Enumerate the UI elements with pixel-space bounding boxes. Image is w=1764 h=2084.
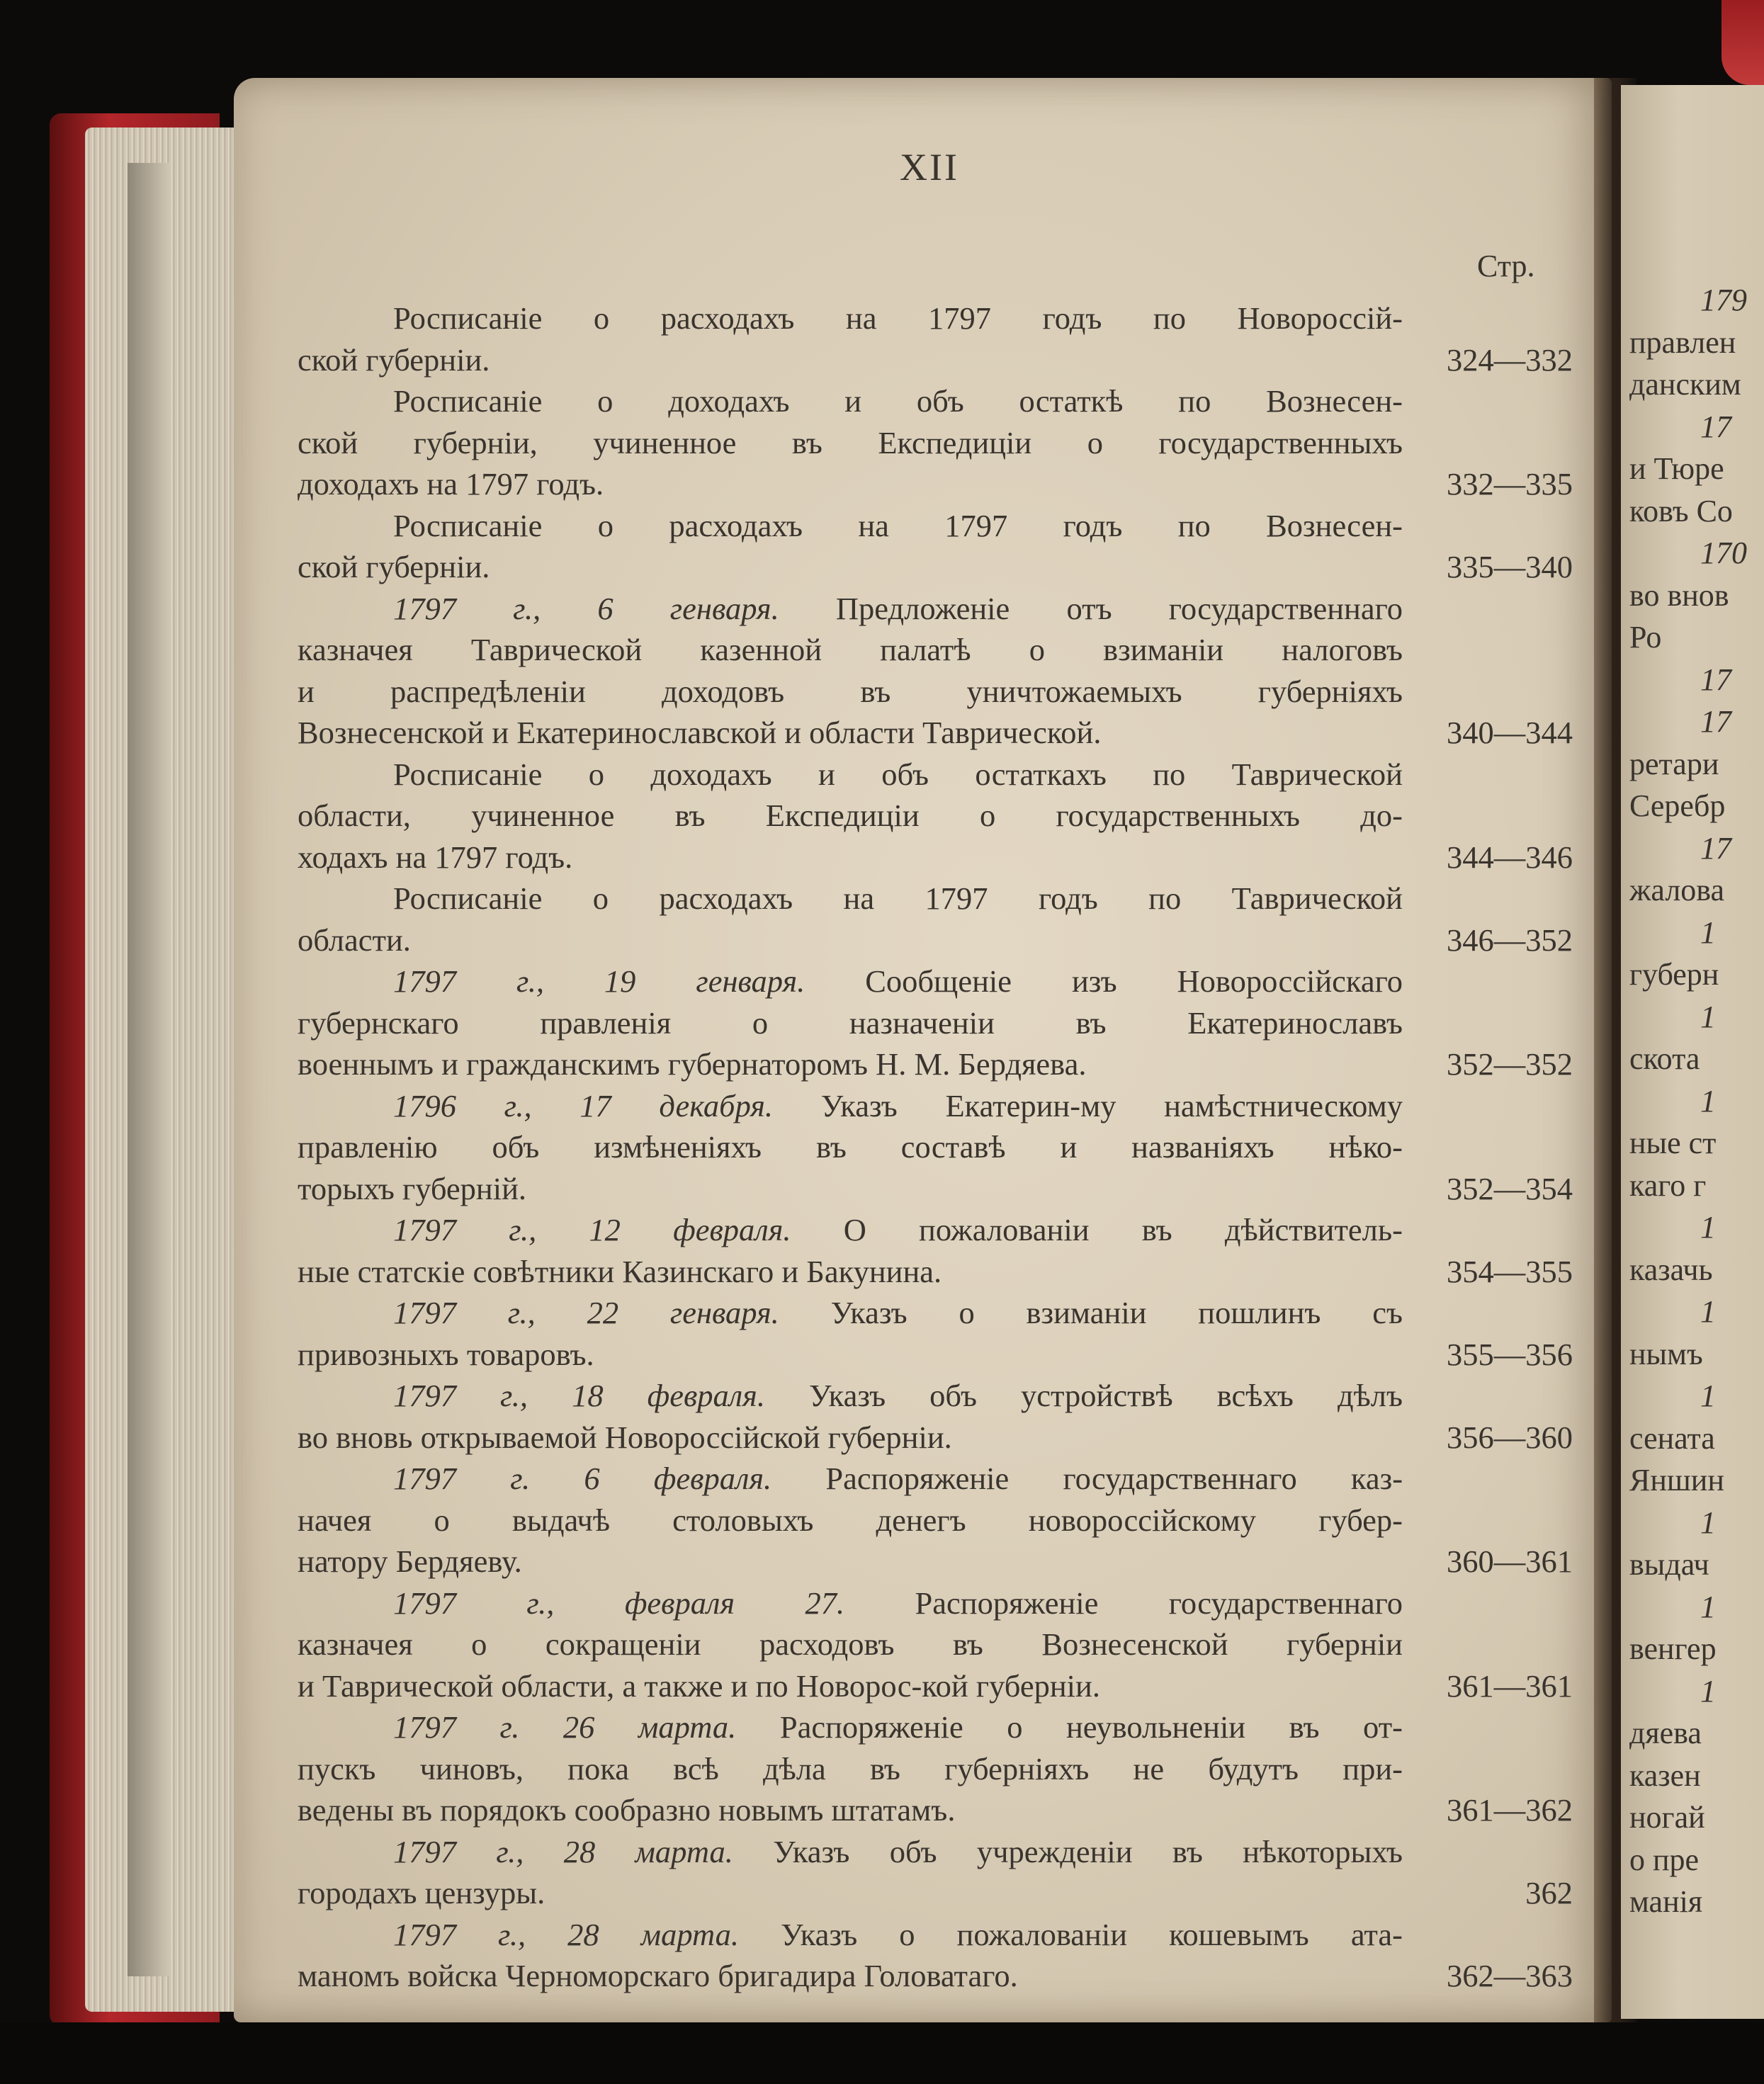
entry-date: 1797 г. 26 марта. — [393, 1709, 737, 1745]
toc-entry-last-line — [298, 1334, 1403, 1375]
toc-entry-line — [298, 1748, 1403, 1789]
entry-page-range: 340—344 — [1447, 715, 1573, 750]
opposite-page-fragment: Ро — [1629, 620, 1662, 655]
bottom-shadow — [0, 2022, 1764, 2084]
toc-entry-line — [393, 298, 1403, 339]
entry-text: ные статскiе совѣтники Казинскаго и Бакунина. — [298, 1253, 942, 1289]
opposite-page-fragment: 179 — [1700, 283, 1747, 317]
entry-text: Росписанiе о расходахъ на 1797 годъ по Вознесен- — [393, 507, 1403, 543]
entry-text: Указъ Екатерин-му намѣстническому — [820, 1087, 1403, 1123]
entry-text: ской губернiи. — [298, 341, 490, 378]
opposite-page-fragment: 1 — [1700, 1589, 1716, 1624]
pages-column-header: Стр. — [1477, 249, 1535, 283]
entry-page-range: 332—335 — [1447, 466, 1573, 502]
toc-entry-line — [393, 1582, 1403, 1624]
entry-text: ской губернiи. — [298, 549, 490, 584]
opposite-page-fragment: Серебр — [1629, 788, 1726, 823]
entry-text: начея о выдачѣ столовыхъ денегъ новороссiйскому губер- — [298, 1502, 1403, 1538]
entry-text: Указъ объ учрежденiи въ нѣкоторыхъ — [773, 1833, 1403, 1869]
toc-entry-last-line — [298, 1872, 1403, 1913]
opposite-page-fragment: 17 — [1700, 662, 1731, 697]
opposite-page-fragment: правлен — [1629, 324, 1736, 360]
page-number: XII — [900, 146, 959, 188]
entry-text: Указъ о взиманiи пошлинъ съ — [830, 1295, 1403, 1330]
entry-page-range: 355—356 — [1447, 1336, 1573, 1372]
page-block-shadow — [128, 163, 170, 1976]
entry-text: ходахъ на 1797 годъ. — [298, 839, 573, 875]
toc-entry-line — [393, 1914, 1403, 1955]
opposite-page-fragment: ногай — [1629, 1800, 1705, 1835]
entry-date: 1797 г., 19 генваря. — [393, 963, 805, 999]
entry-text: Указъ объ устройствѣ всѣхъ дѣлъ — [809, 1378, 1403, 1413]
entry-text: натору Бердяеву. — [298, 1544, 522, 1579]
toc-entry-line — [298, 422, 1403, 463]
toc-entry-line — [393, 961, 1403, 1002]
opposite-page-fragment: жалова — [1629, 873, 1724, 907]
opposite-page-fragment: ковъ Со — [1629, 493, 1733, 528]
entry-text: Росписанiе о расходахъ на 1797 годъ по Новороссiй- — [393, 300, 1403, 336]
toc-entry-last-line — [298, 1955, 1403, 1996]
entry-date: 1797 г., 6 генваря. — [393, 590, 779, 626]
entry-page-range: 356—360 — [1447, 1419, 1573, 1455]
toc-entry-line — [393, 1292, 1403, 1333]
entry-text: торыхъ губернiй. — [298, 1170, 527, 1206]
opposite-page-fragment: каго г — [1629, 1167, 1707, 1203]
entry-text: пускъ чиновъ, пока всѣ дѣла въ губернiяхъ не будутъ при- — [298, 1750, 1403, 1786]
opposite-page-fragment: 1 — [1700, 914, 1716, 950]
toc-entry-last-line — [298, 712, 1403, 753]
entry-text: Сообщенiе изъ Новороссiйскаго — [865, 963, 1403, 999]
entry-text: Распоряженiе о неувольненiи въ от- — [779, 1709, 1403, 1745]
toc-entry-line — [298, 1500, 1403, 1541]
opposite-page-fragment: ретари — [1629, 746, 1719, 781]
entry-page-range: 362 — [1525, 1875, 1573, 1910]
toc-entry-line — [298, 1002, 1403, 1043]
entry-text: и распредѣленiи доходовъ въ уничтожаемыхъ губернiяхъ — [298, 673, 1403, 709]
opposite-page-fragment: 17 — [1700, 409, 1731, 444]
opposite-page-fragment: о пре — [1629, 1842, 1700, 1877]
toc-entry-last-line — [298, 837, 1403, 878]
opposite-page-fragment: сената — [1629, 1420, 1715, 1456]
toc-entry-last-line — [298, 1417, 1403, 1458]
opposite-page-fragment: 170 — [1700, 536, 1747, 570]
entry-date: 1797 г., 18 февраля. — [393, 1378, 765, 1413]
entry-page-range: 346—352 — [1447, 922, 1573, 958]
entry-text: губернскаго правленiя о назначенiи въ Екатеринославъ — [298, 1004, 1403, 1041]
entry-text: правленiю объ измѣненiяхъ въ составѣ и названiяхъ нѣко- — [298, 1129, 1403, 1165]
entry-page-range: 360—361 — [1447, 1544, 1573, 1579]
opposite-page-fragment: выдач — [1629, 1547, 1709, 1582]
entry-text: городахъ цензуры. — [298, 1875, 545, 1910]
opposite-page-fragment: 1 — [1700, 1083, 1716, 1119]
entry-page-range: 354—355 — [1447, 1253, 1573, 1289]
entry-page-range: 352—354 — [1447, 1170, 1573, 1206]
opposite-page-fragment: венгер — [1629, 1631, 1717, 1666]
toc-entry-line — [393, 588, 1403, 629]
entry-page-range: 324—332 — [1447, 341, 1573, 378]
entry-text: области, учиненное въ Експедицiи о государственныхъ до- — [298, 798, 1403, 833]
entry-text: Указъ о пожалованiи кошевымъ ата- — [781, 1916, 1403, 1952]
entry-date: 1797 г., 12 февраля. — [393, 1212, 791, 1247]
entry-text: Предложенiе отъ государственнаго — [835, 590, 1403, 626]
opposite-page-fragment: ные ст — [1629, 1126, 1717, 1160]
toc-entry-line — [393, 1831, 1403, 1872]
entry-text: Вознесенской и Екатеринославской и области Таврической. — [298, 715, 1102, 750]
toc-entry-last-line — [298, 1665, 1403, 1706]
toc-entry-last-line — [298, 1168, 1403, 1209]
opposite-page-fragment: во внов — [1629, 577, 1729, 613]
entry-text: казначея о сокращенiи расходовъ въ Вознесенской губернiи — [298, 1626, 1403, 1662]
opposite-page-fragment: Яншин — [1629, 1463, 1724, 1497]
entry-date: 1797 г., февраля 27. — [393, 1585, 845, 1621]
toc-entry-last-line — [298, 1789, 1403, 1830]
entry-text: маномъ войска Черноморскаго бригадира Головатаго. — [298, 1958, 1018, 1993]
toc-entry-last-line — [298, 1251, 1403, 1292]
opposite-page-fragment: нымъ — [1629, 1336, 1703, 1371]
entry-text: во вновь открываемой Новороссiйской губернiи. — [298, 1419, 952, 1455]
toc-entry-line — [393, 380, 1403, 421]
toc-entry-last-line — [298, 546, 1403, 587]
entry-date: 1797 г., 28 марта. — [393, 1916, 740, 1952]
toc-entry-line — [393, 1085, 1403, 1126]
entry-date: 1797 г., 28 марта. — [393, 1833, 733, 1869]
opposite-page-fragment: 17 — [1700, 704, 1731, 739]
toc-entry-line — [298, 629, 1403, 670]
opposite-page-fragment: 1 — [1700, 1210, 1716, 1245]
opposite-page-fragment: дяева — [1629, 1716, 1702, 1750]
toc-entry-last-line — [298, 463, 1403, 504]
entry-page-range: 361—362 — [1447, 1792, 1573, 1828]
toc-entry-line — [393, 1458, 1403, 1499]
opposite-page-fragment: и Тюре — [1629, 451, 1724, 486]
opposite-page-fragment: манiя — [1629, 1884, 1703, 1919]
opposite-page-fragment: скота — [1629, 1041, 1700, 1076]
entry-date: 1797 г., 22 генваря. — [393, 1295, 779, 1330]
opposite-page-fragment: данским — [1629, 367, 1741, 402]
entry-text: доходахъ на 1797 годъ. — [298, 466, 604, 502]
toc-entry-last-line — [298, 1043, 1403, 1085]
entry-text: привозныхъ товаровъ. — [298, 1336, 594, 1372]
opposite-page-fragment: казен — [1629, 1757, 1701, 1793]
toc-entry-line — [298, 1126, 1403, 1167]
entry-page-range: 335—340 — [1447, 549, 1573, 584]
toc-entry-line — [393, 754, 1403, 795]
toc-entry-last-line — [298, 919, 1403, 961]
entry-text: и Таврической области, а также и по Новорос-кой губернiи. — [298, 1667, 1100, 1704]
toc-entry-line — [298, 671, 1403, 712]
opposite-page-fragment: 1 — [1700, 1378, 1716, 1413]
toc-entry-line — [298, 1624, 1403, 1665]
toc-entry-line — [393, 1375, 1403, 1416]
entry-page-range: 362—363 — [1447, 1958, 1573, 1993]
entry-page-range: 352—352 — [1447, 1046, 1573, 1082]
entry-text: области. — [298, 922, 411, 958]
opposite-page-fragment: 1 — [1700, 999, 1716, 1034]
toc-entry-line — [393, 505, 1403, 546]
toc-entry-last-line — [298, 339, 1403, 380]
entry-text: Распоряженiе государственнаго каз- — [825, 1461, 1403, 1496]
entry-text: Росписанiе о доходахъ и объ остаткѣ по Вознесен- — [393, 383, 1403, 419]
toc-entry-line — [298, 795, 1403, 836]
entry-text: военнымъ и гражданскимъ губернаторомъ Н. М. Бердяева. — [298, 1046, 1087, 1082]
toc-entry-line — [393, 1209, 1403, 1250]
entry-text: ведены въ порядокъ сообразно новымъ штатамъ. — [298, 1792, 956, 1828]
opposite-page-fragment: казачь — [1629, 1252, 1713, 1287]
opposite-page-fragment: 1 — [1700, 1294, 1716, 1329]
entry-text: казначея Таврической казенной палатѣ о взиманiи налоговъ — [298, 632, 1403, 667]
entry-date: 1797 г. 6 февраля. — [393, 1461, 772, 1496]
entry-text: Росписанiе о расходахъ на 1797 годъ по Таврической — [393, 880, 1403, 916]
entry-text: ской губернiи, учиненное въ Експедицiи о государственныхъ — [298, 424, 1403, 460]
entry-text: Росписанiе о доходахъ и объ остаткахъ по Таврической — [393, 756, 1403, 792]
entry-text: Распоряженiе государственнаго — [915, 1585, 1403, 1621]
opposite-page-fragment: губерн — [1629, 957, 1719, 992]
entry-text: О пожалованiи въ дѣйствитель- — [843, 1212, 1403, 1247]
opposite-page-fragment: 17 — [1700, 830, 1731, 866]
toc-entry-line — [393, 1706, 1403, 1748]
red-cover-corner — [1721, 0, 1764, 85]
toc-entry-line — [393, 878, 1403, 919]
entry-date: 1796 г., 17 декабря. — [393, 1087, 774, 1123]
toc-entry-last-line — [298, 1541, 1403, 1582]
entry-page-range: 361—361 — [1447, 1667, 1573, 1704]
opposite-page-fragment: 1 — [1700, 1673, 1716, 1709]
entry-page-range: 344—346 — [1447, 839, 1573, 875]
opposite-page-fragment: 1 — [1700, 1505, 1716, 1540]
